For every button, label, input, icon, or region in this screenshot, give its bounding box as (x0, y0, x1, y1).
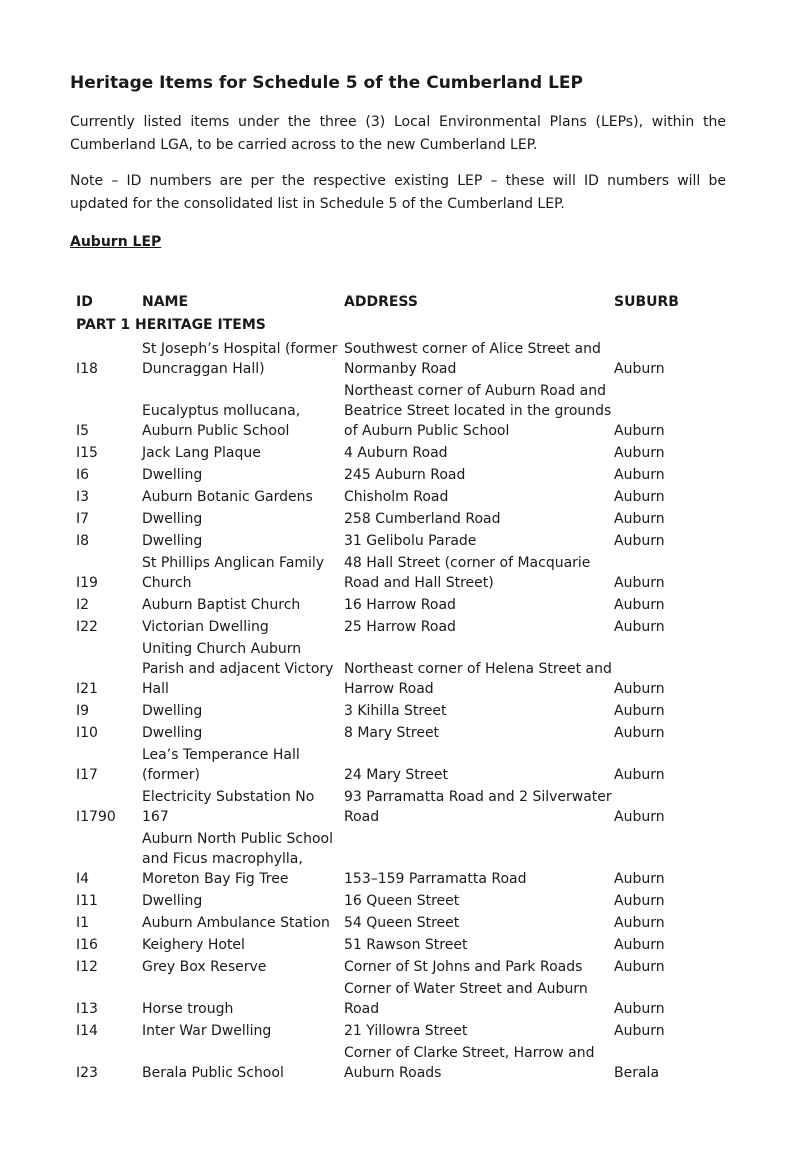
cell-name: Inter War Dwelling (142, 1023, 272, 1039)
column-header-address: ADDRESS (344, 294, 418, 310)
table-row (76, 744, 726, 786)
table-row (76, 616, 726, 638)
cell-suburb: Auburn (614, 681, 665, 697)
cell-suburb: Auburn (614, 489, 665, 505)
column-header-name: NAME (142, 294, 189, 310)
table-row (76, 486, 726, 508)
cell-id: I5 (76, 423, 90, 439)
cell-suburb: Auburn (614, 423, 665, 439)
cell-name: Horse trough (142, 1001, 234, 1017)
cell-id: I11 (76, 893, 98, 909)
cell-address: 8 Mary Street (344, 725, 440, 741)
cell-id: I1790 (76, 809, 116, 825)
cell-name: Eucalyptus mollucana, Auburn Public School (142, 403, 301, 439)
table-header-row (76, 292, 726, 314)
table-row (76, 700, 726, 722)
cell-name: Electricity Substation No 167 (142, 789, 315, 825)
cell-suburb: Auburn (614, 1023, 665, 1039)
cell-name: Dwelling (142, 725, 203, 741)
table-row (76, 722, 726, 744)
table-row (76, 594, 726, 616)
table-row (76, 912, 726, 934)
cell-name: St Phillips Anglican Family Church (142, 555, 325, 591)
cell-address: 25 Harrow Road (344, 619, 456, 635)
cell-address: 31 Gelibolu Parade (344, 533, 477, 549)
table-row (76, 978, 726, 1020)
cell-name: Dwelling (142, 511, 203, 527)
cell-address: Northeast corner of Helena Street and Harrow Road (344, 661, 612, 697)
cell-suburb: Auburn (614, 1001, 665, 1017)
cell-address: 16 Harrow Road (344, 597, 456, 613)
table-row (76, 890, 726, 912)
table-row (76, 464, 726, 486)
cell-suburb: Auburn (614, 937, 665, 953)
cell-suburb: Auburn (614, 725, 665, 741)
table-row (76, 1042, 726, 1084)
heritage-items-table (76, 292, 726, 1084)
cell-name: St Joseph’s Hospital (former Duncraggan Hall) (142, 341, 338, 377)
table-row (76, 442, 726, 464)
cell-name: Dwelling (142, 893, 203, 909)
cell-name: Dwelling (142, 703, 203, 719)
table-row (76, 338, 726, 380)
table-row (76, 956, 726, 978)
cell-suburb: Auburn (614, 703, 665, 719)
cell-id: I22 (76, 619, 98, 635)
cell-suburb: Auburn (614, 511, 665, 527)
cell-address: Corner of Water Street and Auburn Road (344, 981, 588, 1017)
cell-suburb: Auburn (614, 871, 665, 887)
cell-address: 21 Yillowra Street (344, 1023, 468, 1039)
table-row (76, 380, 726, 442)
cell-address: 54 Queen Street (344, 915, 460, 931)
cell-address: 93 Parramatta Road and 2 Silverwater Road (344, 789, 612, 825)
table-row (76, 786, 726, 828)
note-paragraph: Note – ID numbers are per the respective existing LEP – these will ID numbers will be updated for the consolidated list in Schedule 5 of the Cumberland LEP. (70, 173, 726, 212)
cell-address: 4 Auburn Road (344, 445, 448, 461)
part-heading-row (76, 314, 726, 338)
cell-id: I14 (76, 1023, 98, 1039)
cell-id: I8 (76, 533, 90, 549)
intro-paragraph: Currently listed items under the three (3) Local Environmental Plans (LEPs), within the Cumberland LGA, to be carried across to the new Cumberland LEP. (70, 114, 726, 153)
cell-id: I15 (76, 445, 98, 461)
cell-id: I4 (76, 871, 90, 887)
cell-name: Berala Public School (142, 1065, 284, 1081)
section-heading-auburn-lep: Auburn LEP (70, 234, 162, 250)
cell-suburb: Berala (614, 1065, 660, 1081)
cell-suburb: Auburn (614, 915, 665, 931)
table-row (76, 828, 726, 890)
cell-id: I12 (76, 959, 98, 975)
cell-address: 245 Auburn Road (344, 467, 466, 483)
cell-address: 24 Mary Street (344, 767, 448, 783)
column-header-suburb: SUBURB (614, 294, 679, 310)
cell-suburb: Auburn (614, 767, 665, 783)
cell-name: Uniting Church Auburn Parish and adjacent Victory Hall (142, 641, 334, 697)
cell-name: Auburn Botanic Gardens (142, 489, 313, 505)
cell-name: Jack Lang Plaque (142, 445, 261, 461)
cell-address: Corner of St Johns and Park Roads (344, 959, 583, 975)
cell-id: I23 (76, 1065, 98, 1081)
cell-id: I7 (76, 511, 90, 527)
cell-id: I17 (76, 767, 98, 783)
cell-name: Auburn Ambulance Station (142, 915, 330, 931)
cell-suburb: Auburn (614, 809, 665, 825)
cell-suburb: Auburn (614, 361, 665, 377)
cell-address: 16 Queen Street (344, 893, 460, 909)
cell-name: Auburn North Public School and Ficus macrophylla, Moreton Bay Fig Tree (142, 831, 334, 887)
table-row (76, 530, 726, 552)
document-title: Heritage Items for Schedule 5 of the Cumberland LEP (70, 73, 583, 93)
cell-address: 3 Kihilla Street (344, 703, 447, 719)
cell-suburb: Auburn (614, 467, 665, 483)
cell-address: Corner of Clarke Street, Harrow and Auburn Roads (344, 1045, 595, 1081)
cell-name: Keighery Hotel (142, 937, 245, 953)
cell-id: I16 (76, 937, 98, 953)
table-row (76, 638, 726, 700)
cell-id: I18 (76, 361, 98, 377)
cell-address: 258 Cumberland Road (344, 511, 501, 527)
cell-id: I10 (76, 725, 98, 741)
cell-address: Southwest corner of Alice Street and Normanby Road (344, 341, 601, 377)
cell-name: Lea’s Temperance Hall (former) (142, 747, 300, 783)
cell-id: I1 (76, 915, 90, 931)
cell-name: Dwelling (142, 533, 203, 549)
cell-id: I13 (76, 1001, 98, 1017)
cell-id: I3 (76, 489, 90, 505)
column-header-id: ID (76, 294, 93, 310)
table-row (76, 552, 726, 594)
cell-address: 48 Hall Street (corner of Macquarie Road and Hall Street) (344, 555, 591, 591)
cell-id: I6 (76, 467, 90, 483)
cell-id: I19 (76, 575, 98, 591)
cell-name: Victorian Dwelling (142, 619, 269, 635)
cell-suburb: Auburn (614, 533, 665, 549)
cell-suburb: Auburn (614, 445, 665, 461)
cell-address: 51 Rawson Street (344, 937, 468, 953)
cell-id: I21 (76, 681, 98, 697)
cell-address: Northeast corner of Auburn Road and Beatrice Street located in the grounds of Auburn Public School (344, 383, 612, 439)
cell-address: 153–159 Parramatta Road (344, 871, 527, 887)
cell-name: Auburn Baptist Church (142, 597, 301, 613)
cell-name: Grey Box Reserve (142, 959, 267, 975)
table-row (76, 934, 726, 956)
cell-suburb: Auburn (614, 893, 665, 909)
cell-suburb: Auburn (614, 619, 665, 635)
cell-id: I2 (76, 597, 90, 613)
cell-suburb: Auburn (614, 959, 665, 975)
table-body (76, 338, 726, 1084)
part-heading: PART 1 HERITAGE ITEMS (76, 317, 266, 333)
cell-suburb: Auburn (614, 597, 665, 613)
cell-name: Dwelling (142, 467, 203, 483)
cell-id: I9 (76, 703, 90, 719)
cell-address: Chisholm Road (344, 489, 449, 505)
cell-suburb: Auburn (614, 575, 665, 591)
table-row (76, 1020, 726, 1042)
table-row (76, 508, 726, 530)
